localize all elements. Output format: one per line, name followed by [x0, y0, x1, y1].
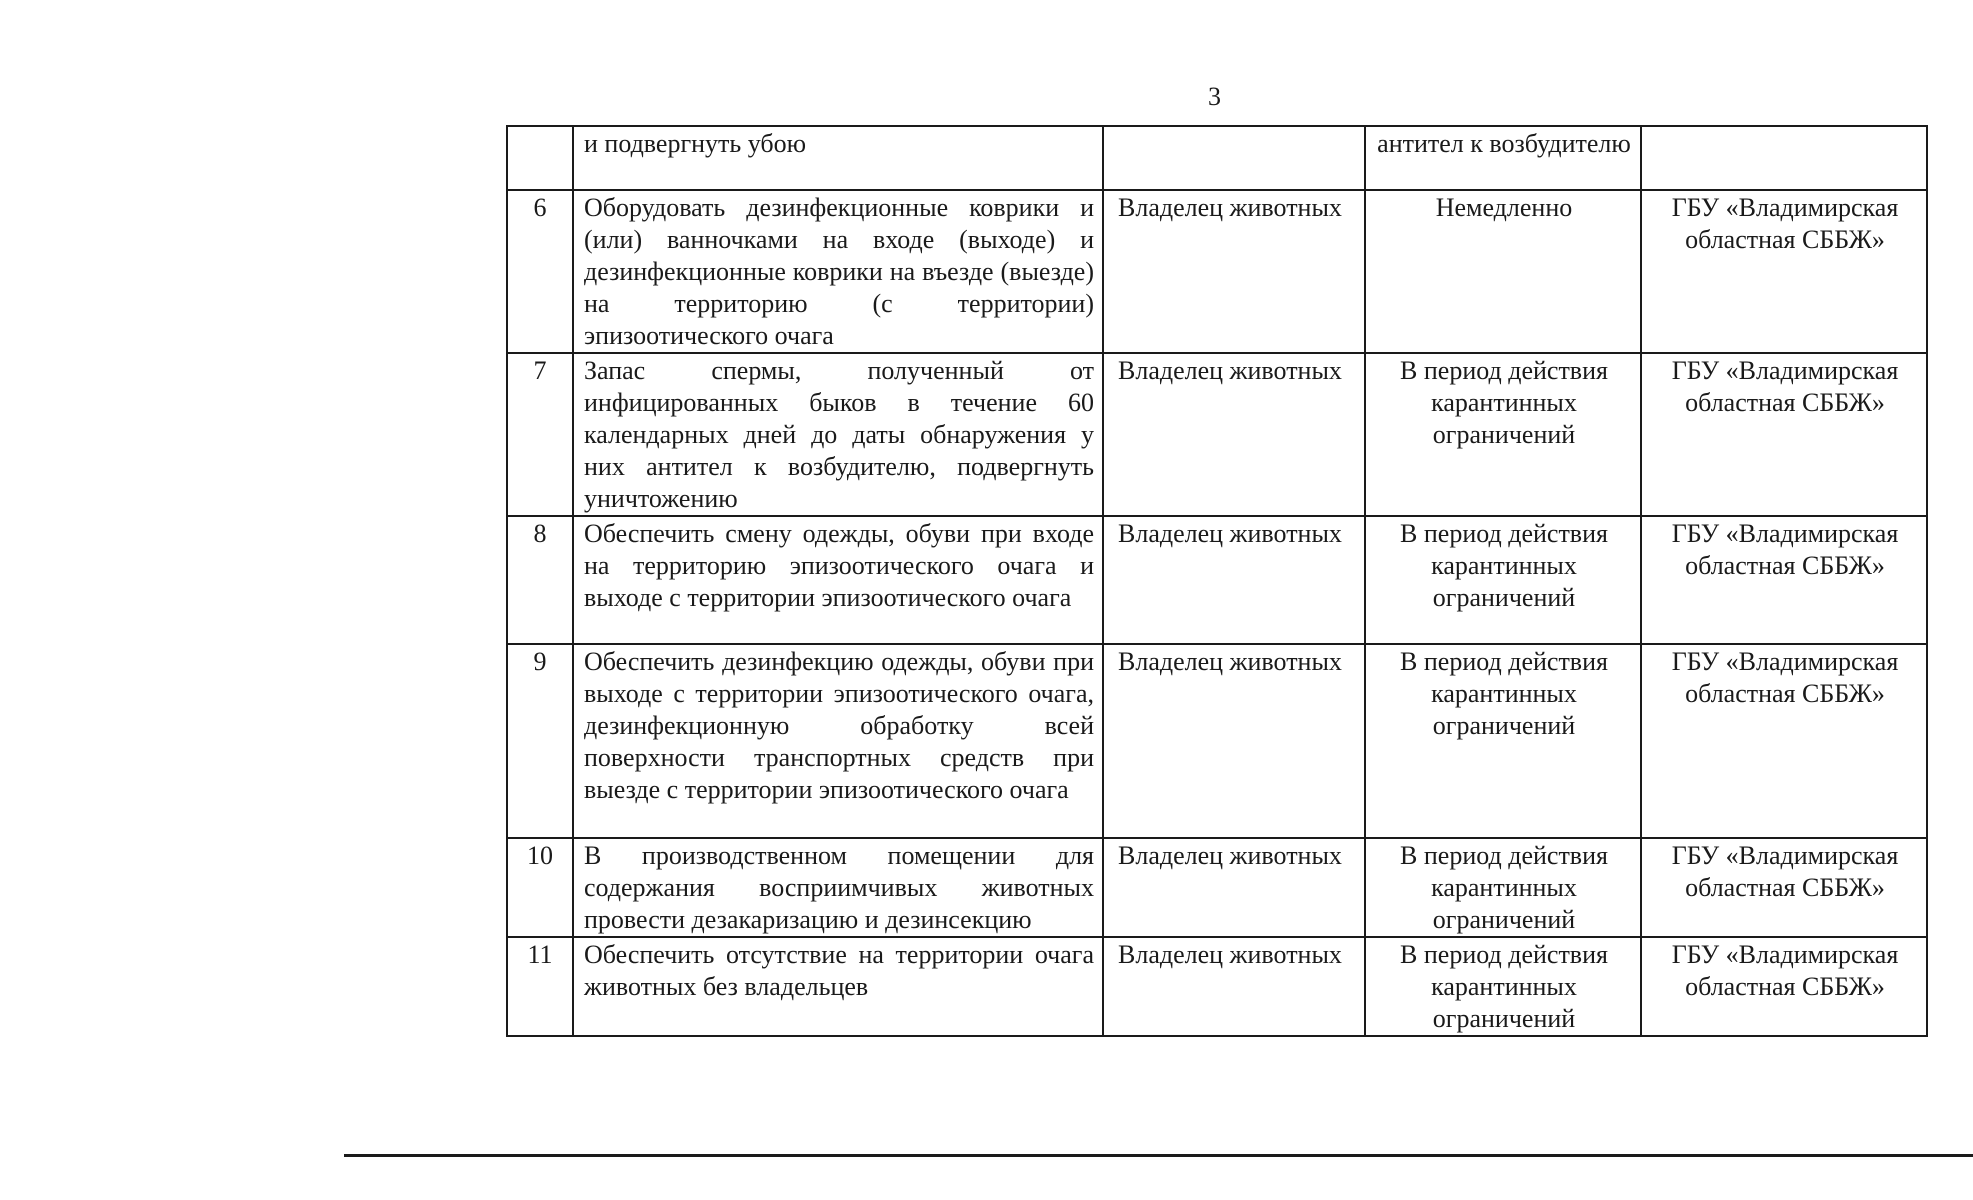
measure-deadline: В период действия карантинных ограничений — [1365, 838, 1641, 937]
measure-deadline: В период действия карантинных ограничений — [1365, 937, 1641, 1036]
measure-deadline: В период действия карантинных ограничений — [1365, 353, 1641, 516]
row-number: 10 — [507, 838, 573, 937]
measure-description: Обеспечить дезинфекцию одежды, обуви при выходе с территории эпизоотического очага, дезинфекционную обработку всей поверхности транспортных средств при выезде с территории эпизоотического очага — [573, 644, 1103, 838]
footer-divider — [344, 1154, 1973, 1157]
measure-responsible: ГБУ «Владимирская областная СББЖ» — [1641, 644, 1927, 838]
measure-deadline: антител к возбудителю — [1365, 126, 1641, 190]
measure-deadline: В период действия карантинных ограничений — [1365, 516, 1641, 644]
measure-responsible: ГБУ «Владимирская областная СББЖ» — [1641, 190, 1927, 353]
measure-responsible: ГБУ «Владимирская областная СББЖ» — [1641, 516, 1927, 644]
row-number: 11 — [507, 937, 573, 1036]
table-row — [507, 838, 1927, 937]
measure-executor: Владелец животных — [1103, 516, 1365, 644]
measure-executor — [1103, 126, 1365, 190]
row-number: 6 — [507, 190, 573, 353]
row-number: 8 — [507, 516, 573, 644]
row-number: 7 — [507, 353, 573, 516]
table-row — [507, 937, 1927, 1036]
measure-executor: Владелец животных — [1103, 937, 1365, 1036]
measure-description: Обеспечить смену одежды, обуви при входе на территорию эпизоотического очага и выходе с территории эпизоотического очага — [573, 516, 1103, 644]
table-row — [507, 190, 1927, 353]
table-row — [507, 516, 1927, 644]
measure-description: Обеспечить отсутствие на территории очага животных без владельцев — [573, 937, 1103, 1036]
measure-executor: Владелец животных — [1103, 190, 1365, 353]
table-row — [507, 353, 1927, 516]
table-row — [507, 126, 1927, 190]
row-number: 9 — [507, 644, 573, 838]
measure-executor: Владелец животных — [1103, 644, 1365, 838]
measure-responsible: ГБУ «Владимирская областная СББЖ» — [1641, 937, 1927, 1036]
measure-responsible — [1641, 126, 1927, 190]
measure-executor: Владелец животных — [1103, 353, 1365, 516]
measure-responsible: ГБУ «Владимирская областная СББЖ» — [1641, 838, 1927, 937]
measure-deadline: Немедленно — [1365, 190, 1641, 353]
measure-description: Оборудовать дезинфекционные коврики и (или) ванночками на входе (выходе) и дезинфекционные коврики на въезде (выезде) на территорию (с территории) эпизоотического очага — [573, 190, 1103, 353]
measure-executor: Владелец животных — [1103, 838, 1365, 937]
row-number — [507, 126, 573, 190]
measure-deadline: В период действия карантинных ограничений — [1365, 644, 1641, 838]
page-number: 3 — [1208, 82, 1221, 111]
measure-description: Запас спермы, полученный от инфицированных быков в течение 60 календарных дней до даты обнаружения у них антител к возбудителю, подвергнуть уничтожению — [573, 353, 1103, 516]
measure-description: В производственном помещении для содержания восприимчивых животных провести дезакаризацию и дезинсекцию — [573, 838, 1103, 937]
measure-responsible: ГБУ «Владимирская областная СББЖ» — [1641, 353, 1927, 516]
measures-table — [506, 125, 1928, 1037]
measure-description: и подвергнуть убою — [573, 126, 1103, 190]
table-row — [507, 644, 1927, 838]
